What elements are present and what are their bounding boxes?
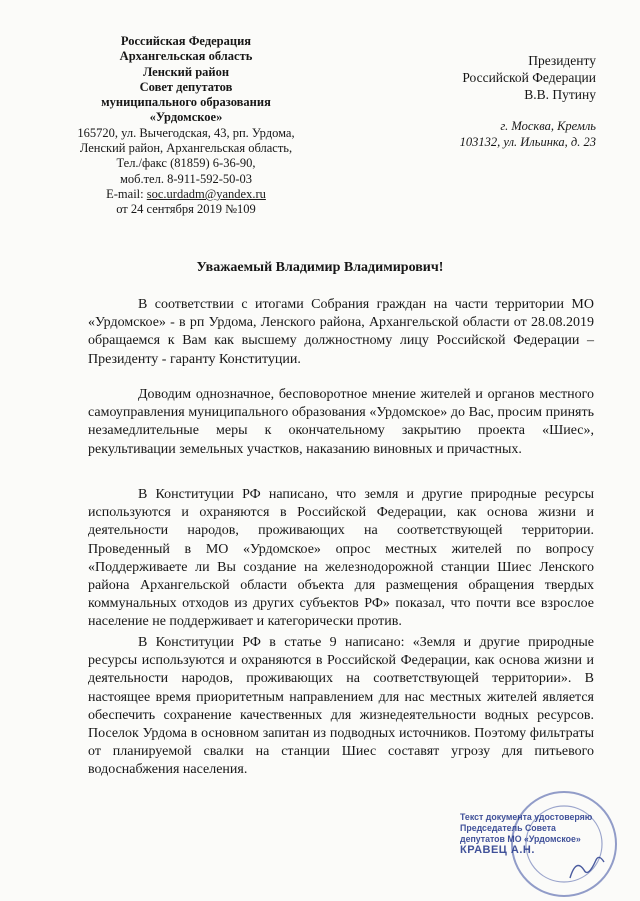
sender-mobile: моб.тел. 8-911-592-50-03 (119, 171, 253, 186)
sender-address-line1: 165720, ул. Вычегодская, 43, рп. Урдома, (77, 125, 295, 140)
paragraph-2 (88, 386, 594, 459)
recipient-address-line1: г. Москва, Кремль (500, 119, 596, 133)
paragraph-2-text: Доводим однозначное, бесповоротное мнение жителей и органов местного самоуправления муниципального образования «Урдомское» до Вас, просим принять незамедлительные меры к окончательному закрытию проекта «Шиес», рекультивации земельных участков, наказанию виновных и причастных. (88, 387, 594, 457)
sender-country: Российская Федерация (120, 34, 252, 48)
certification-stamp (452, 782, 636, 898)
stamp-line-4: КРАВЕЦ А.Н. (460, 844, 535, 856)
sender-municipality-name: «Урдомское» (149, 110, 223, 125)
sender-phone: Тел./факс (81859) 6-36-90, (116, 156, 256, 171)
sender-region: Архангельская область (119, 49, 253, 64)
paragraph-3 (88, 486, 594, 632)
sender-council: Совет депутатов (139, 79, 233, 94)
sender-email-line (56, 187, 316, 202)
paragraph-4-text: В Конституции РФ в статье 9 написано: «Земля и другие природные ресурсы используются и охраняются в Российской Федерации, как основа жизни и деятельности народов, проживающих на соответствующей территории». В настоящее время приоритетным направлением для нас местных жителей является обеспечить сохранение качественных для жизнедеятельности водных ресурсов. Поселок Урдома в основном запитан из подводных источников. Поэтому фильтраты от планируемой свалки на станции Шиес составят угрозу для питьевого водоснабжения населения. (88, 635, 594, 778)
recipient-address-line2: 103132, ул. Ильинка, д. 23 (459, 134, 596, 149)
recipient-name: В.В. Путину (524, 87, 596, 102)
stamp-line-3: депутатов МО «Урдомское» (460, 834, 581, 844)
recipient-title: Президенту (528, 53, 596, 68)
paragraph-4 (88, 634, 594, 780)
recipient-address (356, 119, 596, 150)
stamp-line-2: Председатель Совета (460, 823, 556, 833)
sender-email-label: E-mail: (106, 186, 147, 201)
paragraph-3-text: В Конституции РФ написано, что земля и другие природные ресурсы используются и охраняются в Российской Федерации, как основа жизни и деятельности народов, проживающих на соответствующей территории. Проведенный в МО «Урдомское» опрос местных жителей по вопросу «Поддерживаете ли Вы создание на железнодорожной станции Шиес Ленского района Архангельской области объекта для размещения обращения твердых коммунальных отходов из других субъектов РФ» показал, что почти все взрослое население не поддерживает и категорически против. (88, 487, 594, 630)
stamp-text (460, 812, 600, 856)
stamp-line-1: Текст документа удостоверяю (460, 812, 593, 822)
greeting: Уважаемый Владимир Владимирович! (196, 260, 444, 275)
sender-email-link[interactable]: soc.urdadm@yandex.ru (146, 186, 266, 201)
sender-district: Ленский район (142, 64, 230, 79)
recipient-country: Российской Федерации (462, 70, 596, 85)
paragraph-1-text: В соответствии с итогами Собрания граждан на части территории МО «Урдомское» - в рп Урдома, Ленского района, Архангельской области от 28.08.2019 обращаемся к Вам как высшему должностному лицу Российской Федерации – Президенту - гаранту Конституции. (88, 297, 594, 367)
sender-block (56, 34, 316, 218)
sender-address-line2: Ленский район, Архангельская область, (79, 141, 293, 156)
sender-date-number: от 24 сентября 2019 №109 (116, 202, 256, 217)
paragraph-1 (88, 296, 594, 369)
sender-municipality: муниципального образования (101, 95, 271, 110)
recipient-block (356, 52, 596, 150)
